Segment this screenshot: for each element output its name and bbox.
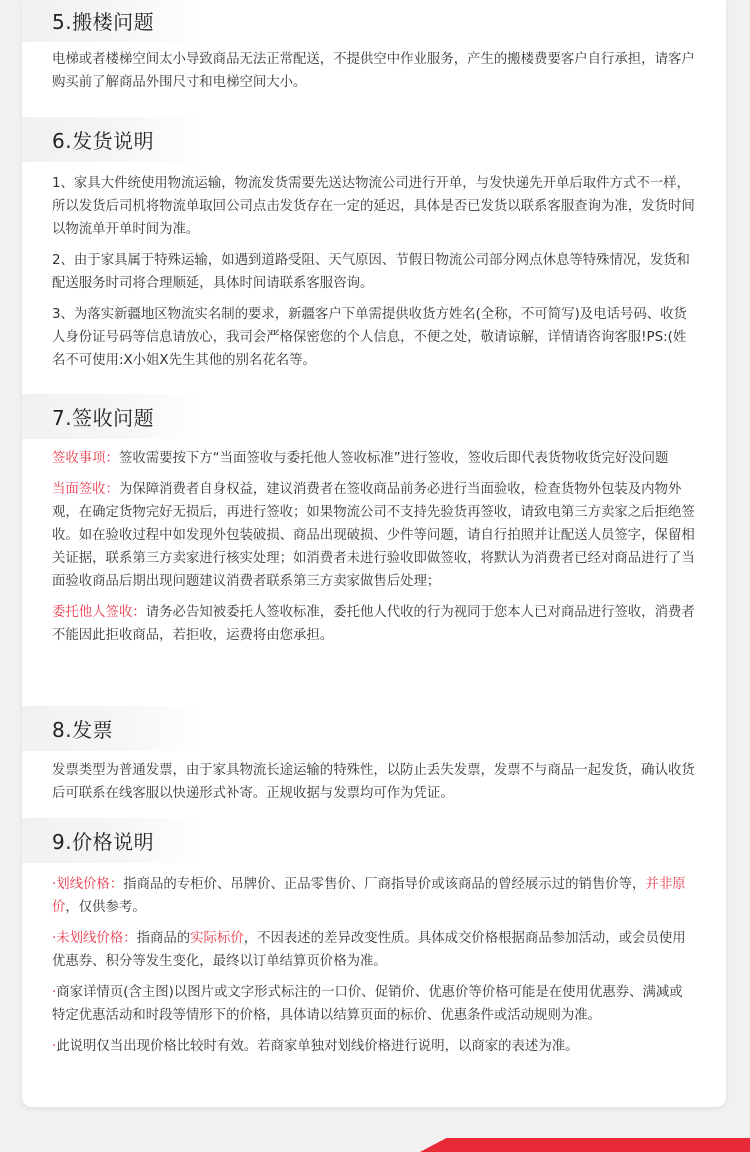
label-in-person: 当面签收： [52, 482, 119, 497]
section-price [22, 818, 726, 1058]
section-signing [22, 394, 726, 647]
highlight-actual-price: 实际标价 [190, 931, 244, 946]
paragraph [52, 478, 696, 593]
paragraph-text: 商家详情页(含主图)以图片或文字形式标注的一口价、促销价、优惠价等价格可能是在使用优惠券、满减或特定优惠活动和时段等情形下的价格，具体请以结算页面的标价、优惠条件或活动规则为准。 [52, 985, 683, 1023]
section-heading-bar [22, 706, 204, 751]
paragraph [52, 1035, 696, 1058]
label-strike-price: 划线价格： [56, 877, 124, 892]
section-title: 5.搬楼问题 [52, 10, 155, 34]
paragraph: 发票类型为普通发票，由于家具物流长途运输的特殊性，以防止丢失发票，发票不与商品一起发货，确认收货后可联系在线客服以快递形式补寄。正规收据与发票均可作为凭证。 [52, 763, 695, 801]
paragraph-text: 此说明仅当出现价格比较时有效。若商家单独对划线价格进行说明，以商家的表述为准。 [56, 1039, 579, 1054]
paragraph-text: 请务必告知被委托人签收标准，委托他人代收的行为视同于您本人已对商品进行签收，消费者不能因此拒收商品，若拒收，运费将由您承担。 [52, 605, 695, 643]
section-moving [22, 0, 726, 94]
paragraph: 2、由于家具属于特殊运输，如遇到道路受阻、天气原因、节假日物流公司部分网点休息等特殊情况，发货和配送服务时司将合理顺延，具体时间请联系客服咨询。 [52, 253, 690, 291]
paragraph [52, 601, 696, 647]
section-title: 7.签收问题 [52, 406, 155, 430]
bullet-mark: · [52, 877, 57, 892]
section-title: 8.发票 [52, 718, 114, 742]
paragraph-text: 签收需要按下方“当面签收与委托他人签收标准”进行签收，签收后即代表货物收货完好没问题 [118, 451, 669, 466]
footer-red-stripe [420, 1138, 750, 1152]
bullet-mark: · [52, 931, 57, 946]
section-title: 6.发货说明 [52, 129, 155, 153]
section-heading-bar [22, 394, 204, 439]
section-heading-bar [22, 818, 204, 863]
section-heading-bar [22, 117, 204, 162]
paragraph [52, 873, 696, 919]
paragraph-text: ，仅供参考。 [65, 900, 146, 915]
label-entrusted: 委托他人签收： [52, 605, 146, 620]
paragraph: 电梯或者楼梯空间太小导致商品无法正常配送，不提供空中作业服务，产生的搬楼费要客户自行承担，请客户购买前了解商品外围尺寸和电梯空间大小。 [52, 52, 695, 90]
paragraph [52, 927, 696, 973]
section-shipping [22, 117, 726, 372]
paragraph-text: 为保障消费者自身权益，建议消费者在签收商品前务必进行当面验收，检查货物外包装及内物外观，在确定货物完好无损后，再进行签收；如果物流公司不支持先验货再签收，请致电第三方卖家之后拒绝签收。如在验收过程中如发现外包装破损、商品出现破损、少件等问题，请自行拍照并让配送人员签字，保留相关证据，联系第三方卖家进行核实处理；如消费者未进行验收即做签收，将默认为消费者已经对商品进行了当面验收商品后期出现问题建议消费者联系第三方卖家做售后处理； [52, 482, 695, 589]
paragraph: 1、家具大件统使用物流运输，物流发货需要先送达物流公司进行开单，与发快递先开单后取件方式不一样，所以发货后司机将物流单取回公司点击发货存在一定的延迟，具体是否已发货以联系客服查询为准，发货时间以物流单开单时间为准。 [52, 176, 695, 237]
paragraph [52, 447, 696, 470]
content-card [22, 0, 726, 1107]
bullet-mark: · [52, 1039, 57, 1054]
highlight-not-original: 并非原价 [52, 877, 686, 915]
section-heading-bar [22, 0, 204, 42]
paragraph-text: ，不因表述的差异改变性质。具体成交价格根据商品参加活动，或会员使用优惠券、积分等发生变化，最终以订单结算页价格为准。 [52, 931, 686, 969]
section-invoice [22, 706, 726, 805]
bullet-mark: · [52, 985, 57, 1000]
paragraph-text: 指商品的 [136, 931, 191, 946]
paragraph: 3、为落实新疆地区物流实名制的要求，新疆客户下单需提供收货方姓名(全称，不可简写)及电话号码、收货人身份证号码等信息请放心，我司会严格保密您的个人信息，不便之处，敬请谅解，详情请咨询客服!PS:(姓名不可使用:X小姐X先生其他的别名花名等。 [52, 307, 687, 368]
label-unstruck-price: 未划线价格： [56, 931, 137, 946]
paragraph-text: 指商品的专柜价、吊牌价、正品零售价、厂商指导价或该商品的曾经展示过的销售价等， [123, 877, 646, 892]
section-title: 9.价格说明 [52, 830, 155, 854]
label-sign-notes: 签收事项： [52, 451, 119, 466]
paragraph [52, 981, 696, 1027]
